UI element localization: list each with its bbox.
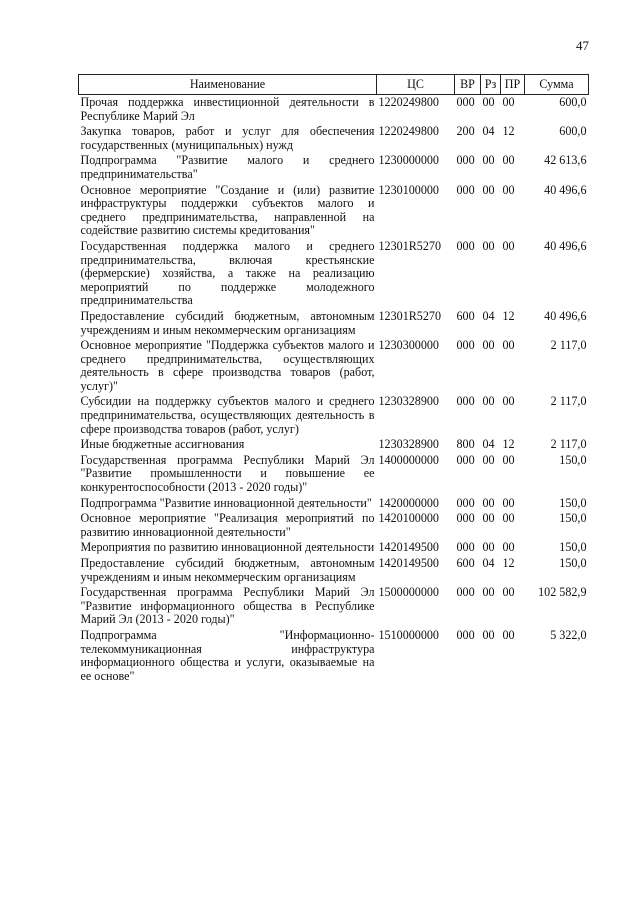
cell-rz: 00	[482, 627, 495, 642]
cell-code: 1510000000	[378, 627, 439, 642]
cell-pr: 00	[502, 338, 515, 353]
header-rz: Рз	[481, 75, 501, 95]
cell-vr: 000	[456, 182, 475, 197]
cell-name: Основное мероприятие "Создание и (или) развитие инфраструктуры поддержки субъектов малого и среднего предпринимательства, направленной на содействие развитию системы кредитования"	[80, 182, 375, 238]
cell-code: 12301R5270	[378, 308, 441, 323]
cell-sum: 42 613,6	[544, 153, 587, 168]
cell-sum: 2 117,0	[550, 437, 587, 452]
cell-vr: 600	[456, 308, 475, 323]
cell-code: 1220249800	[378, 95, 439, 109]
cell-name: Государственная программа Республики Марий Эл "Развитие промышленности и повышение ее конкурентоспособности (2013 - 2020 годы)"	[80, 452, 375, 495]
cell-pr: 12	[502, 437, 515, 452]
cell-name: Основное мероприятие "Поддержка субъектов малого и среднего предпринимательства, осуществляющих деятельность в сфере производства товаров (работ, услуг)"	[80, 338, 375, 393]
cell-code: 1420149500	[378, 540, 439, 555]
cell-code: 1500000000	[378, 585, 439, 600]
cell-pr: 12	[502, 124, 515, 139]
cell-name: Закупка товаров, работ и услуг для обеспечения государственных (муниципальных) нужд	[80, 124, 375, 152]
cell-rz: 00	[482, 182, 495, 197]
cell-vr: 000	[456, 495, 475, 510]
cell-vr: 000	[456, 511, 475, 526]
cell-pr: 00	[502, 495, 515, 510]
cell-name: Мероприятия по развитию инновационной деятельности	[80, 540, 375, 555]
cell-rz: 04	[482, 124, 495, 139]
table-row	[79, 309, 589, 338]
cell-sum: 150,0	[559, 452, 587, 467]
header-sum: Сумма	[525, 75, 589, 95]
cell-pr: 00	[502, 585, 515, 600]
cell-rz: 00	[482, 238, 495, 253]
table-row	[79, 496, 589, 512]
table-row	[79, 453, 589, 496]
cell-pr: 00	[502, 540, 515, 555]
cell-vr: 600	[456, 556, 475, 570]
table-row	[79, 511, 589, 540]
table-row	[79, 540, 589, 556]
cell-rz: 04	[482, 556, 495, 570]
cell-name: Государственная поддержка малого и среднего предпринимательства, включая крестьянские (фермерские) хозяйства, а также на реализацию мероприятий по поддержке молодежного предпринимательства	[80, 238, 375, 308]
cell-name: Государственная программа Республики Марий Эл "Развитие информационного общества в Республике Марий Эл (2013 - 2020 годы)"	[80, 585, 375, 627]
cell-sum: 600,0	[559, 124, 587, 139]
table-row	[79, 239, 589, 309]
cell-pr: 00	[502, 95, 515, 109]
cell-rz: 04	[482, 437, 495, 452]
cell-sum: 102 582,9	[538, 585, 587, 600]
table-row	[79, 183, 589, 239]
cell-vr: 000	[456, 540, 475, 555]
cell-code: 1230000000	[378, 153, 439, 168]
cell-rz: 00	[482, 511, 495, 526]
cell-sum: 40 496,6	[544, 238, 587, 253]
cell-vr: 000	[456, 452, 475, 467]
cell-pr: 00	[502, 394, 515, 409]
cell-sum: 150,0	[559, 556, 587, 570]
cell-vr: 000	[456, 153, 475, 168]
cell-sum: 150,0	[559, 540, 587, 555]
cell-code: 1230328900	[378, 437, 439, 452]
cell-rz: 00	[482, 153, 495, 168]
table-header-row	[79, 75, 589, 95]
cell-name: Основное мероприятие "Реализация мероприятий по развитию инновационной деятельности"	[80, 511, 375, 539]
cell-rz: 00	[482, 495, 495, 510]
cell-vr: 000	[456, 394, 475, 409]
cell-code: 1220249800	[378, 124, 439, 139]
cell-name: Субсидии на поддержку субъектов малого и среднего предпринимательства, осуществляющих деятельность в сфере производства товаров (работ, услуг)	[80, 394, 375, 436]
table-row	[79, 556, 589, 585]
cell-rz: 04	[482, 308, 495, 323]
cell-code: 1230328900	[378, 394, 439, 409]
header-vr: ВР	[455, 75, 481, 95]
cell-rz: 00	[482, 394, 495, 409]
cell-vr: 000	[456, 338, 475, 353]
cell-code: 1420100000	[378, 511, 439, 526]
cell-code: 1420149500	[378, 556, 439, 570]
table-row	[79, 628, 589, 684]
budget-table	[78, 74, 589, 684]
header-name: Наименование	[79, 75, 377, 95]
cell-code: 1230100000	[378, 182, 439, 197]
cell-sum: 40 496,6	[544, 182, 587, 197]
cell-sum: 5 322,0	[550, 627, 587, 642]
cell-name: Подпрограмма "Развитие малого и среднего предпринимательства"	[80, 153, 375, 181]
cell-code: 12301R5270	[378, 238, 441, 253]
cell-rz: 00	[482, 585, 495, 600]
cell-name: Иные бюджетные ассигнования	[80, 437, 245, 452]
cell-pr: 12	[502, 556, 515, 570]
cell-sum: 40 496,6	[544, 308, 587, 323]
cell-pr: 00	[502, 153, 515, 168]
cell-name: Предоставление субсидий бюджетным, автономным учреждениям и иным некоммерческим организациям	[80, 556, 375, 584]
cell-sum: 2 117,0	[550, 394, 587, 409]
cell-vr: 000	[456, 238, 475, 253]
table-row	[79, 153, 589, 182]
cell-sum: 150,0	[559, 511, 587, 526]
cell-pr: 00	[502, 238, 515, 253]
cell-pr: 00	[502, 511, 515, 526]
cell-sum: 2 117,0	[550, 338, 587, 353]
header-pr: ПР	[501, 75, 525, 95]
cell-vr: 800	[456, 437, 475, 452]
header-code: ЦС	[377, 75, 455, 95]
cell-rz: 00	[482, 95, 495, 109]
cell-rz: 00	[482, 338, 495, 353]
cell-pr: 00	[502, 452, 515, 467]
table-row	[79, 124, 589, 153]
cell-pr: 12	[502, 308, 515, 323]
cell-code: 1230300000	[378, 338, 439, 353]
cell-vr: 000	[456, 585, 475, 600]
cell-name: Подпрограмма "Развитие инновационной деятельности"	[80, 495, 372, 510]
cell-sum: 150,0	[559, 495, 587, 510]
cell-vr: 200	[456, 124, 475, 139]
table-body	[79, 95, 589, 685]
cell-vr: 000	[456, 95, 475, 109]
cell-code: 1420000000	[378, 495, 439, 510]
cell-sum: 600,0	[559, 95, 587, 109]
cell-pr: 00	[502, 627, 515, 642]
cell-vr: 000	[456, 627, 475, 642]
table-row	[79, 585, 589, 628]
cell-rz: 00	[482, 540, 495, 555]
cell-rz: 00	[482, 452, 495, 467]
cell-name: Прочая поддержка инвестиционной деятельности в Республике Марий Эл	[80, 95, 375, 123]
table-row	[79, 394, 589, 437]
page-number: 47	[576, 38, 589, 53]
cell-name: Подпрограмма "Информационно-телекоммуникационная инфраструктура информационного общества и услуги, оказываемые на ее основе"	[80, 627, 375, 683]
cell-name: Предоставление субсидий бюджетным, автономным учреждениям и иным некоммерческим организациям	[80, 308, 375, 337]
cell-code: 1400000000	[378, 452, 439, 467]
table-row	[79, 95, 589, 125]
cell-pr: 00	[502, 182, 515, 197]
table-row	[79, 437, 589, 453]
table-row	[79, 338, 589, 394]
